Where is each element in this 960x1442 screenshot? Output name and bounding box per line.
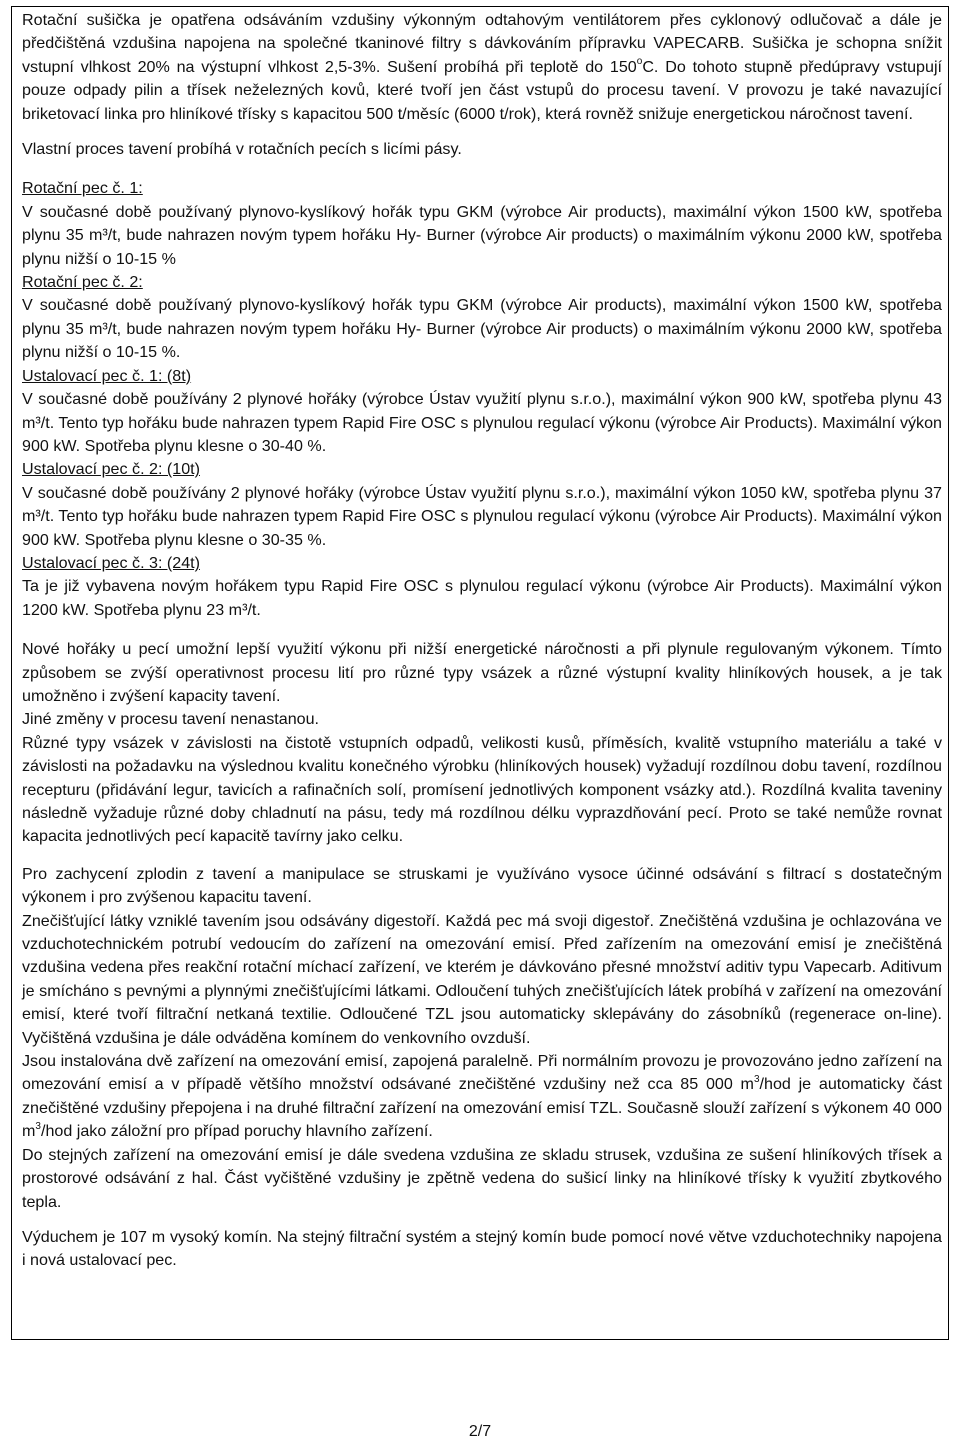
furnace-heading-5: Ustalovací pec č. 3: (24t) <box>22 553 200 572</box>
furnace-text-3: V současné době používány 2 plynové hořáky (výrobce Ústav využití plynu s.r.o.), maximální výkon 900 kW, spotřeba plynu 43 m³/t. Tento typ hořáku bude nahrazen typem Rapid Fire OSC s plynulou regulací výkonu (výrobce Air Products). Maximální výkon 900 kW. Spotřeba plynu klesne o 30-40 %. <box>22 390 942 455</box>
furnace-text-5: Ta je již vybavena novým hořákem typu Rapid Fire OSC s plynulou regulací výkonu (výrobce Air Products). Maximální výkon 1200 kW. Spotřeba plynu 23 m³/t. <box>22 577 942 619</box>
parallel-text-a: Jsou instalována dvě zařízení na omezování emisí, zapojená paralelně. Při normálním provozu je provozováno jedno zařízení na omezování emisí a v případě většího množství odsávané znečištěné vzdušiny než cca 85 000 m <box>22 1052 942 1094</box>
furnace-text-4: V současné době používány 2 plynové hořáky (výrobce Ústav využití plynu s.r.o.), maximální výkon 1050 kW, spotřeba plynu 37 m³/t. Tento typ hořáku bude nahrazen typem Rapid Fire OSC s plynulou regulací výkonu (výrobce Air Products). Maximální výkon 900 kW. Spotřeba plynu klesne o 30-35 %. <box>22 483 942 549</box>
furnace-heading-2: Rotační pec č. 2: <box>22 273 143 292</box>
page-number: 2/7 <box>468 1423 492 1440</box>
intro-paragraph <box>22 9 942 126</box>
cubic-superscript-1: 3 <box>753 1074 760 1086</box>
burners-paragraph: Nové hořáky u pecí umožní lepší využití výkonu při nižší energetické náročnosti a při plynule regulovaným výkonem. Tímto způsobem se zvýší operativnost procesu lití pro různé typy vsázek a různé výstupní kvality hliníkových housek, a je tak umožněno i zvýšení kapacity tavení. <box>22 640 942 705</box>
pollutants-paragraph: Znečišťující látky vzniklé tavením jsou odsávány digestoří. Každá pec má svoji digestoř. Znečištěná vzdušina je ochlazována ve vzduchotechnickém potrubí vedoucím do zařízení na omezování emisí. Před zařízením na omezování emisí je znečištěná vzdušina vedena přes reakční rotační míchací zařízení, ve kterém je dávkováno přesné množství aditiv typu Vapecarb. Aditivum je smícháno s pevnými a plynnými znečišťujícími látkami. Odloučení tuhých znečišťujících látek probíhá v zařízení na omezování emisí, které tvoří filtrační netkaná textilie. Odloučené TZL jsou automaticky sklepávány do zásobníků (regenerace on-line). Vyčištěná vzdušina je dále odváděna komínem do venkovního ovzduší. <box>22 911 942 1047</box>
furnace-heading-4: Ustalovací pec č. 2: (10t) <box>22 460 200 479</box>
furnace-heading-3: Ustalovací pec č. 1: (8t) <box>22 366 192 385</box>
same-devices-paragraph: Do stejných zařízení na omezování emisí je dále svedena vzdušina ze skladu strusek, vzdušina ze sušení hliníkových třísek a prostorové odsávání z hal. Část vyčištěné vzdušiny je zpětně vedena do sušicí linky na hliníkové třísky k využití zbytkového tepla. <box>22 1145 942 1211</box>
furnace-text-2: V současné době používaný plynovo-kyslíkový hořák typu GKM (výrobce Air products), maximální výkon 1500 kW, spotřeba plynu 35 m³/t, bude nahrazen novým typem hořáku Hy- Burner (výrobce Air products) o maximálním výkonu 2000 kW, spotřeba plynu nižší o 10-15 %. <box>22 296 942 362</box>
degree-superscript: o <box>636 56 643 68</box>
no-changes-paragraph: Jiné změny v procesu tavení nenastanou. <box>22 710 320 729</box>
parallel-text-c: /hod jako záložní pro případ poruchy hlavního zařízení. <box>40 1122 433 1141</box>
charge-types-paragraph: Různé typy vsázek v závislosti na čistotě vstupních odpadů, velikosti kusů, příměsích, kvalitě vstupního materiálu a také v závislosti na požadavku na výslednou kvalitu konečného výrobku (hliníkových housek) vyžadují rozdílnou dobu tavení, rozdílnou recepturu (přidávání legur, tavicích a rafinačních solí, promísení jednotlivých komponent vsázky atd.). Rozdílná kvalita taveniny následně vyžaduje různé doby chladnutí na pásu, tedy má rozdílnou délku vyprazdňování pecí. Proto se také nemůže rovnat kapacita jednotlivých pecí kapacitě tavírny jako celku. <box>22 733 942 846</box>
document-body <box>22 9 942 1273</box>
chimney-paragraph: Výduchem je 107 m vysoký komín. Na stejný filtrační systém a stejný komín bude pomocí nové větve vzduchotechniky napojena i nová ustalovací pec. <box>22 1227 942 1270</box>
intro-text-b: C. Do tohoto stupně předúpravy vstupují pouze odpady pilin a třísek neželezných kovů, které tvoří jen část vstupů do procesu tavení. V provozu je také navazující briketovací linka pro hliníkové třísky s kapacitou 500 t/měsíc (6000 t/rok), která rovněž snižuje energetickou náročnost tavení. <box>22 57 942 123</box>
emissions-intro-paragraph: Pro zachycení zplodin z tavení a manipulace se struskami je využíváno vysoce účinné odsávání s filtrací s dostatečným výkonem i pro zvýšenou kapacitu tavení. <box>22 864 942 907</box>
parallel-devices-paragraph <box>22 1050 942 1144</box>
melting-process-paragraph: Vlastní proces tavení probíhá v rotačních pecích s licími pásy. <box>22 140 462 159</box>
furnace-text-1: V současné době používaný plynovo-kyslíkový hořák typu GKM (výrobce Air products), maximální výkon 1500 kW, spotřeba plynu 35 m³/t, bude nahrazen novým typem hořáku Hy- Burner (výrobce Air products) o maximálním výkonu 2000 kW, spotřeba plynu nižší o 10-15 % <box>22 202 942 268</box>
intro-text-a: Rotační sušička je opatřena odsáváním vzdušiny výkonným odtahovým ventilátorem přes cyklonový odlučovač a dále je předčištěná vzdušina napojena na společné tkaninové filtry s dávkováním přípravku VAPECARB. Sušička je schopna snížit vstupní vlhkost 20% na výstupní vlhkost 2,5-3%. Sušení probíhá při teplotě do 150 <box>22 11 942 76</box>
furnace-heading-1: Rotační pec č. 1: <box>22 179 143 198</box>
parallel-text-b: /hod je automaticky část znečištěné vzdušiny přepojena i na druhé filtrační zařízení na omezování emisí TZL. Současně slouží zařízení s výkonem 40 000 m <box>22 1075 942 1141</box>
cubic-superscript-2: 3 <box>35 1120 41 1132</box>
